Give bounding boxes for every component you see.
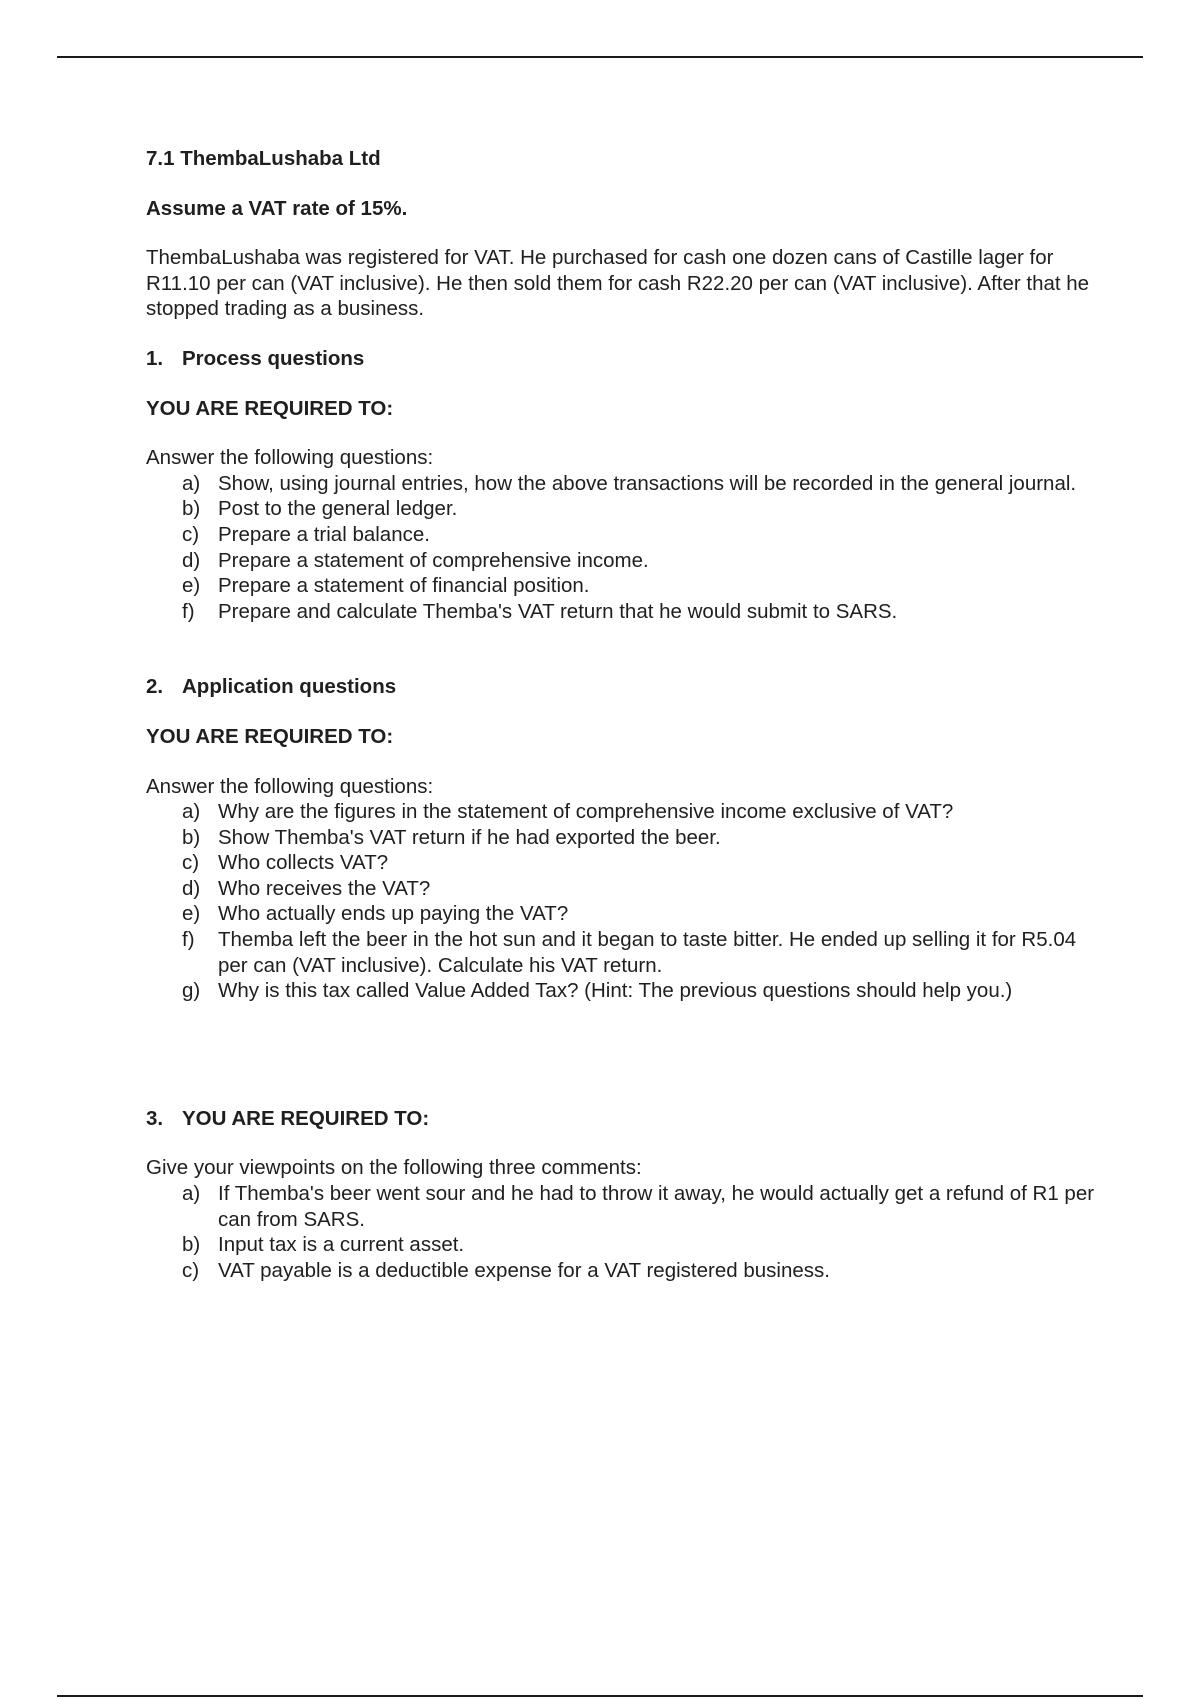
section-1-heading [146,346,1096,372]
list-item: c) VAT payable is a deductible expense for a VAT registered business. [182,1258,830,1282]
list-item: d) Prepare a statement of comprehensive income. [182,548,649,572]
header-rule [57,56,1143,58]
document-body [146,146,1096,1283]
section-2-number: 2. [146,675,164,699]
section-3-heading [146,1106,1096,1132]
section-2-lead: Answer the following questions: [146,774,434,798]
list-item: a) Why are the figures in the statement of comprehensive income exclusive of VAT? [182,800,954,824]
section-3-number: 3. [146,1106,164,1130]
list-item: b) Post to the general ledger. [182,497,458,521]
section-2-list [146,799,1096,1004]
section-2-heading [146,674,1096,700]
list-item: c) Prepare a trial balance. [182,522,430,546]
section-1-lead: Answer the following questions: [146,446,434,470]
list-item: e) Prepare a statement of financial position. [182,574,590,598]
list-item: f) Prepare and calculate Themba's VAT return that he would submit to SARS. [182,599,898,623]
document-title: 7.1 ThembaLushaba Ltd [146,147,381,170]
list-item: a) If Themba's beer went sour and he had to throw it away, he would actually get a refund of R1 per can from SARS. [182,1182,1095,1231]
section-1-list [146,471,1096,625]
scenario-paragraph: ThembaLushaba was registered for VAT. He purchased for cash one dozen cans of Castille lager for R11.10 per can (VAT inclusive). He then sold them for cash R22.20 per can (VAT inclusive). After that he stopped trading as a business. [146,246,1090,321]
section-2-required: YOU ARE REQUIRED TO: [146,724,394,748]
section-1-required: YOU ARE REQUIRED TO: [146,396,394,420]
list-item: b) Show Themba's VAT return if he had exported the beer. [182,825,721,849]
list-item: d) Who receives the VAT? [182,876,431,900]
section-3-list [146,1181,1096,1283]
list-item: b) Input tax is a current asset. [182,1233,465,1257]
section-3-title: YOU ARE REQUIRED TO: [182,1106,430,1130]
section-2-title: Application questions [182,675,397,699]
list-item: c) Who collects VAT? [182,851,389,875]
list-item: a) Show, using journal entries, how the above transactions will be recorded in the general journal. [182,471,1077,495]
list-item: f) Themba left the beer in the hot sun and it began to taste bitter. He ended up selling it for R5.04 per can (VAT inclusive). Calculate his VAT return. [182,928,1077,977]
list-item: g) Why is this tax called Value Added Tax? (Hint: The previous questions should help you.) [182,979,1013,1003]
footer-rule [57,1695,1143,1697]
vat-rate-note: Assume a VAT rate of 15%. [146,196,408,220]
section-1-number: 1. [146,346,164,370]
section-1-title: Process questions [182,346,365,370]
section-3-lead: Give your viewpoints on the following three comments: [146,1156,642,1180]
list-item: e) Who actually ends up paying the VAT? [182,902,569,926]
